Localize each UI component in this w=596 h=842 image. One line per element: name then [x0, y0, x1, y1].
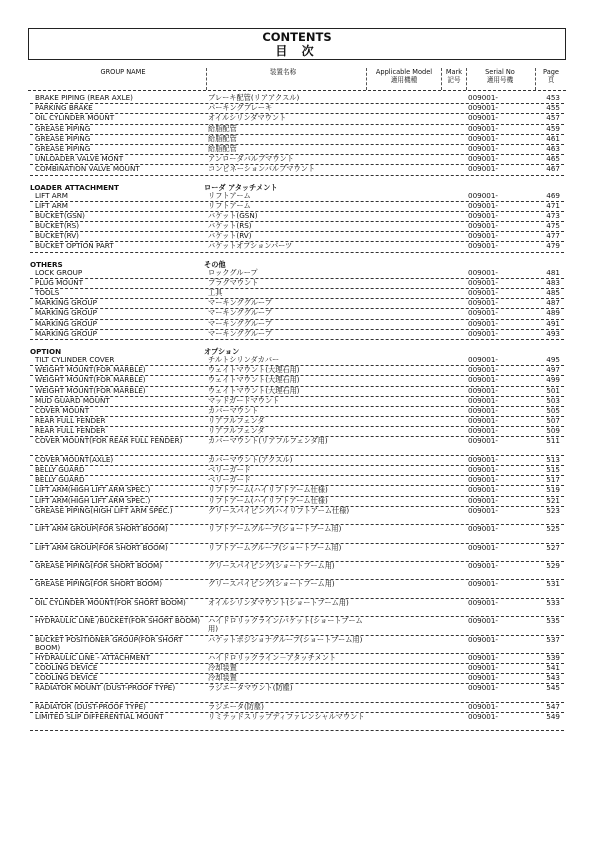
entry-group-name: BELLY GUARD	[35, 465, 85, 475]
entry-group-name: LOCK GROUP	[35, 267, 83, 277]
entry-serial-no: 009001-	[468, 701, 499, 711]
entry-device-name: コンビネーションバルブマウント	[208, 164, 316, 174]
entry-device-name: 冷却装置	[208, 663, 237, 673]
entry-page-number: 457	[546, 113, 560, 123]
entry-group-name: COOLING DEVICE	[35, 663, 98, 673]
entry-group-name: COMBINATION VALVE MOUNT	[35, 164, 140, 174]
entry-page-number: 471	[546, 200, 560, 210]
entry-device-name: リアフルフェンダ	[208, 426, 265, 436]
entry-group-name: BUCKET(GSN)	[35, 210, 85, 220]
contents-entry[interactable]	[30, 525, 564, 543]
entry-serial-no: 009001-	[468, 405, 499, 415]
entry-page-number: 543	[546, 673, 560, 683]
entry-serial-no: 009001-	[468, 426, 499, 436]
entry-device-name: ラジエータマウント(防塵)	[208, 683, 293, 693]
entry-page-number: 505	[546, 405, 560, 415]
entry-page-number: 537	[546, 634, 560, 644]
entry-serial-no: 009001-	[468, 288, 499, 297]
col-page	[536, 68, 566, 84]
entry-page-number: 541	[546, 663, 560, 673]
entry-device-name: ウェイトマウント(大理石用)	[208, 385, 300, 395]
entry-page-number: 515	[546, 465, 560, 475]
contents-entry[interactable]	[30, 713, 564, 731]
entry-serial-no: 009001-	[468, 634, 499, 644]
entry-serial-no: 009001-	[468, 143, 499, 153]
entry-page-number: 475	[546, 221, 560, 231]
column-header-row	[28, 66, 566, 91]
contents-entry[interactable]	[30, 507, 564, 525]
entry-page-number: 485	[546, 288, 560, 297]
entry-device-name: 給脂配管	[208, 123, 237, 133]
entry-serial-no: 009001-	[468, 93, 499, 102]
entry-page-number: 481	[546, 267, 560, 277]
entry-serial-no: 009001-	[468, 505, 499, 515]
entry-serial-no: 009001-	[468, 712, 499, 722]
section-title-english: OTHERS	[30, 259, 63, 269]
column-divider	[466, 68, 467, 90]
entry-serial-no: 009001-	[468, 231, 499, 241]
entry-serial-no: 009001-	[468, 673, 499, 683]
entry-group-name: BELLY GUARD	[35, 475, 85, 485]
entry-page-number: 487	[546, 298, 560, 308]
col-mark-jp: 記号	[447, 76, 461, 84]
entry-group-name: PLUG MOUNT	[35, 277, 83, 287]
entry-serial-no: 009001-	[468, 277, 499, 287]
entry-device-name: オイルシリンダマウント(ショートブーム用)	[208, 597, 349, 607]
entry-page-number: 499	[546, 375, 560, 385]
contents-entry[interactable]	[30, 580, 564, 598]
entry-group-name: COVER MOUNT(AXLE)	[35, 454, 114, 464]
entry-serial-no: 009001-	[468, 579, 499, 589]
entry-page-number: 491	[546, 318, 560, 328]
entry-serial-no: 009001-	[468, 375, 499, 385]
entry-page-number: 479	[546, 241, 560, 251]
col-applicable-model	[367, 68, 441, 84]
contents-entry[interactable]	[30, 376, 564, 386]
entry-device-name: グリースパイピング(ショートブーム用)	[208, 560, 335, 570]
entry-device-name: アンローダバルブマウント	[208, 154, 294, 164]
entry-group-name: OIL CYLINDER MOUNT(FOR SHORT BOOM)	[35, 597, 186, 607]
entry-serial-no: 009001-	[468, 475, 499, 485]
section-header	[30, 340, 564, 356]
contents-entry[interactable]	[30, 562, 564, 580]
entry-page-number: 519	[546, 485, 560, 495]
entry-device-name: ベリーガード	[208, 475, 251, 485]
contents-entry[interactable]	[30, 636, 564, 654]
entry-serial-no: 009001-	[468, 663, 499, 673]
section-title-japanese: その他	[204, 259, 226, 269]
entry-group-name: GREASE PIPING(FOR SHORT BOOM)	[35, 560, 163, 570]
entry-group-name: BUCKET OPTION PART	[35, 241, 114, 251]
entry-device-name: リフトアーム	[208, 200, 251, 210]
entry-group-name: COVER MOUNT	[35, 405, 90, 415]
entry-device-name: バケットオプションパーツ	[208, 241, 293, 251]
entry-device-name: バケットポジショナグループ(ショートブーム用)	[208, 634, 363, 644]
entry-serial-no: 009001-	[468, 200, 499, 210]
entry-serial-no: 009001-	[468, 683, 499, 693]
contents-entry[interactable]	[30, 165, 564, 175]
contents-entry[interactable]	[30, 330, 564, 340]
entry-group-name: LIFT ARM	[35, 200, 68, 210]
entry-device-name: パーキングブレーキ	[208, 103, 273, 113]
entry-page-number: 549	[546, 712, 560, 722]
entry-serial-no: 009001-	[468, 133, 499, 143]
col-serial-no	[468, 68, 532, 84]
contents-header	[28, 28, 566, 60]
entry-device-name: マーキンググループ	[208, 318, 272, 328]
entry-serial-no: 009001-	[468, 123, 499, 133]
entry-device-name: リフトアームグループ(ショートブーム用)	[208, 524, 342, 534]
entry-group-name: HYDRAULIC LINE /BUCKET(FOR SHORT BOOM)	[35, 616, 201, 626]
entry-device-name: リミテッドスリップディファレンシャルマウント	[208, 712, 365, 722]
entry-serial-no: 009001-	[468, 318, 499, 328]
entry-group-name: GREASE PIPING	[35, 143, 91, 153]
entry-page-number: 535	[546, 616, 560, 626]
entry-page-number: 529	[546, 560, 560, 570]
entry-page-number: 463	[546, 143, 560, 153]
entry-device-name: バケット(GSN)	[208, 210, 258, 220]
col-applicable-model-jp: 適用機種	[390, 76, 418, 84]
entry-serial-no: 009001-	[468, 210, 499, 220]
entry-page-number: 493	[546, 328, 560, 338]
section-title-japanese: オプション	[204, 346, 240, 356]
entry-device-name: バケット(RV)	[208, 231, 252, 241]
entry-device-name: オイルシリンダマウント	[208, 113, 287, 123]
entry-serial-no: 009001-	[468, 113, 499, 123]
entry-device-name: バケット(RS)	[208, 221, 252, 231]
entry-page-number: 483	[546, 277, 560, 287]
entry-page-number: 465	[546, 154, 560, 164]
column-divider	[206, 68, 207, 90]
entry-page-number: 495	[546, 354, 560, 364]
entry-serial-no: 009001-	[468, 103, 499, 113]
entry-device-name: ウェイトマウント(大理石用)	[208, 365, 300, 375]
contents-entry[interactable]	[30, 437, 564, 455]
entry-serial-no: 009001-	[468, 542, 499, 552]
entry-group-name: HYDRAULIC LINE - ATTACHMENT	[35, 652, 151, 662]
entry-device-name: リアフルフェンダ	[208, 416, 265, 426]
entry-page-number: 531	[546, 579, 560, 589]
entry-page-number: 511	[546, 436, 560, 446]
contents-entry[interactable]	[30, 544, 564, 562]
section-title-english: OPTION	[30, 346, 62, 356]
entry-group-name: REAR FULL FENDER	[35, 426, 106, 436]
entry-serial-no: 009001-	[468, 308, 499, 318]
entry-group-name: WEIGHT MOUNT(FOR MARBLE)	[35, 385, 146, 395]
entry-group-name: GREASE PIPING	[35, 123, 91, 133]
entry-group-name: MARKING GROUP	[35, 298, 97, 308]
entry-serial-no: 009001-	[468, 241, 499, 251]
contents-entry[interactable]	[30, 599, 564, 617]
entry-group-name: GREASE PIPING	[35, 133, 91, 143]
section-title-japanese: ローダ アタッチメント	[204, 182, 278, 192]
entry-serial-no: 009001-	[468, 652, 499, 662]
entry-serial-no: 009001-	[468, 560, 499, 570]
entry-serial-no: 009001-	[468, 436, 499, 446]
entry-group-name: TILT CYLINDER COVER	[35, 354, 115, 364]
entry-serial-no: 009001-	[468, 616, 499, 626]
col-mark-en: Mark	[445, 68, 463, 76]
entry-group-name: GREASE PIPING(HIGH LIFT ARM SPEC.)	[35, 505, 173, 515]
entry-page-number: 509	[546, 426, 560, 436]
entry-group-name: OIL CYLINDER MOUNT	[35, 113, 115, 123]
entry-group-name: LIMITED SLIP DIFFERENTIAL MOUNT	[35, 712, 164, 722]
contents-list	[30, 94, 564, 731]
entry-group-name: MUD GUARD MOUNT	[35, 395, 110, 405]
entry-device-name: ハイドロリックライン－アタッチメント	[208, 652, 337, 662]
entry-device-name: グリースパイピング(ハイリフトアーム仕様)	[208, 505, 350, 515]
entry-page-number: 513	[546, 454, 560, 464]
entry-serial-no: 009001-	[468, 328, 499, 338]
entry-page-number: 467	[546, 164, 560, 174]
entry-page-number: 459	[546, 123, 560, 133]
entry-serial-no: 009001-	[468, 597, 499, 607]
entry-serial-no: 009001-	[468, 395, 499, 405]
entry-device-name: マーキンググループ	[208, 298, 272, 308]
entry-serial-no: 009001-	[468, 385, 499, 395]
col-group-name: GROUP NAME	[100, 68, 146, 76]
entry-page-number: 469	[546, 190, 560, 200]
entry-serial-no: 009001-	[468, 495, 499, 505]
entry-serial-no: 009001-	[468, 267, 499, 277]
entry-group-name: WEIGHT MOUNT(FOR MARBLE)	[35, 375, 146, 385]
entry-device-name: 冷却装置	[208, 673, 237, 683]
title-english: CONTENTS	[262, 30, 332, 44]
entry-serial-no: 009001-	[468, 524, 499, 534]
entry-device-name: ロックグループ	[208, 267, 258, 277]
entry-device-name: ブレーキ配管(リアアクスル)	[208, 93, 300, 102]
entry-device-name: マーキンググループ	[208, 328, 272, 338]
entry-page-number: 527	[546, 542, 560, 552]
entry-serial-no: 009001-	[468, 454, 499, 464]
entry-serial-no: 009001-	[468, 354, 499, 364]
section-header	[30, 176, 564, 192]
entry-device-name: チルトシリンダカバー	[208, 354, 280, 364]
entry-device-name: カバーマウント(リアフルフェンダ用)	[208, 436, 328, 446]
section-title-english: LOADER ATTACHMENT	[30, 182, 119, 192]
entry-page-number: 455	[546, 103, 560, 113]
entry-group-name: PARKING BRAKE	[35, 103, 93, 113]
entry-device-name: 給脂配管	[208, 133, 237, 143]
entry-device-name: カバーマウント	[208, 405, 259, 415]
entry-page-number: 507	[546, 416, 560, 426]
entry-group-name: COVER MOUNT(FOR REAR FULL FENDER)	[35, 436, 183, 446]
entry-device-name: ハイドロリックライン/バケット(ショートブーム用)	[208, 616, 363, 634]
entry-serial-no: 009001-	[468, 164, 499, 174]
entry-group-name: BRAKE PIPING (REAR AXLE)	[35, 93, 133, 102]
entry-page-number: 453	[546, 93, 560, 102]
entry-group-name: RADIATOR (DUST-PROOF TYPE)	[35, 701, 146, 711]
entry-device-name: リフトアーム(ハイリフトアーム仕様)	[208, 495, 328, 505]
col-serial-no-en: Serial No	[485, 68, 515, 76]
entry-device-name: ウェイトマウント(大理石用)	[208, 375, 300, 385]
entry-page-number: 533	[546, 597, 560, 607]
entry-group-name: LIFT ARM(HIGH LIFT ARM SPEC.)	[35, 495, 151, 505]
entry-group-name: MARKING GROUP	[35, 318, 97, 328]
entry-group-name: LIFT ARM	[35, 190, 68, 200]
entry-group-name: COOLING DEVICE	[35, 673, 98, 683]
entry-group-name: REAR FULL FENDER	[35, 416, 106, 426]
entry-group-name: GREASE PIPING(FOR SHORT BOOM)	[35, 579, 163, 589]
entry-page-number: 523	[546, 505, 560, 515]
entry-device-name: リフトアーム(ハイリフトアーム仕様)	[208, 485, 328, 495]
entry-serial-no: 009001-	[468, 485, 499, 495]
entry-group-name: RADIATOR MOUNT (DUST-PROOF TYPE)	[35, 683, 176, 693]
entry-group-name: WEIGHT MOUNT(FOR MARBLE)	[35, 365, 146, 375]
entry-device-name: 給脂配管	[208, 143, 237, 153]
entry-serial-no: 009001-	[468, 365, 499, 375]
entry-serial-no: 009001-	[468, 221, 499, 231]
col-mark	[442, 68, 466, 84]
entry-device-name: リフトアーム	[208, 190, 251, 200]
contents-entry[interactable]	[30, 684, 564, 702]
entry-device-name: ベリーガード	[208, 465, 251, 475]
entry-page-number: 503	[546, 395, 560, 405]
entry-page-number: 521	[546, 495, 560, 505]
entry-serial-no: 009001-	[468, 298, 499, 308]
entry-serial-no: 009001-	[468, 190, 499, 200]
entry-device-name: ラジエータ(防塵)	[208, 701, 264, 711]
col-serial-no-jp: 適用号機	[486, 76, 514, 84]
entry-group-name: UNLOADER VALVE MONT	[35, 154, 124, 164]
entry-group-name: TOOLS	[35, 288, 60, 297]
contents-entry[interactable]	[30, 242, 564, 252]
entry-page-number: 473	[546, 210, 560, 220]
entry-group-name: LIFT ARM(HIGH LIFT ARM SPEC.)	[35, 485, 151, 495]
entry-device-name: プラグマウント	[208, 277, 259, 287]
entry-group-name: LIFT ARM GROUP(FOR SHORT BOOM)	[35, 524, 168, 534]
col-page-en: Page	[543, 68, 559, 76]
entry-group-name: MARKING GROUP	[35, 328, 97, 338]
col-applicable-model-en: Applicable Model	[375, 68, 433, 76]
entry-device-name: リフトアームグループ(ショートブーム用)	[208, 542, 342, 552]
entry-page-number: 497	[546, 365, 560, 375]
entry-page-number: 477	[546, 231, 560, 241]
entry-serial-no: 009001-	[468, 416, 499, 426]
entry-device-name: マーキンググループ	[208, 308, 272, 318]
entry-serial-no: 009001-	[468, 154, 499, 164]
entry-page-number: 501	[546, 385, 560, 395]
entry-device-name: カバーマウント(アクスル)	[208, 454, 293, 464]
entry-page-number: 525	[546, 524, 560, 534]
entry-page-number: 489	[546, 308, 560, 318]
col-page-jp: 頁	[547, 76, 555, 84]
title-japanese: 目 次	[275, 44, 319, 58]
entry-device-name: マッドガードマウント	[208, 395, 280, 405]
entry-page-number: 461	[546, 133, 560, 143]
entry-page-number: 539	[546, 652, 560, 662]
entry-group-name: BUCKET(RS)	[35, 221, 80, 231]
entry-group-name: BUCKET(RV)	[35, 231, 79, 241]
entry-device-name: グリースパイピング(ショートブーム用)	[208, 579, 335, 589]
entry-device-name: 工具	[208, 288, 223, 297]
col-device-name: 装置名称	[269, 68, 297, 76]
entry-serial-no: 009001-	[468, 465, 499, 475]
entry-page-number: 545	[546, 683, 560, 693]
entry-page-number: 517	[546, 475, 560, 485]
contents-entry[interactable]	[30, 617, 564, 635]
entry-group-name: BUCKET POSITIONER GROUP(FOR SHORT BOOM)	[35, 634, 183, 652]
entry-group-name: MARKING GROUP	[35, 308, 97, 318]
section-header	[30, 253, 564, 269]
entry-group-name: LIFT ARM GROUP(FOR SHORT BOOM)	[35, 542, 168, 552]
entry-page-number: 547	[546, 701, 560, 711]
